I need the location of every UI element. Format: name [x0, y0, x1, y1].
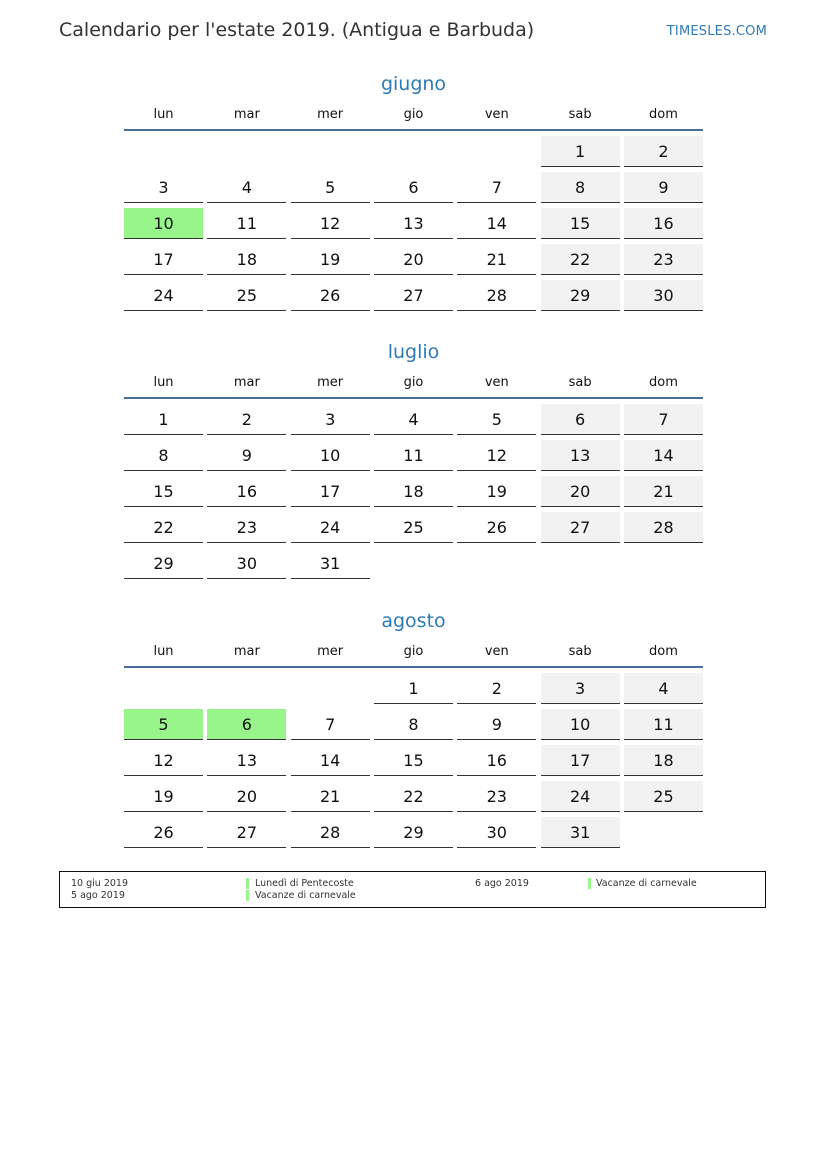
weekday-label: sab: [568, 375, 592, 390]
day-cell: 29: [374, 817, 453, 848]
day-cell: 3: [541, 673, 620, 704]
day-cell: 29: [124, 548, 203, 579]
month-name: luglio: [387, 341, 440, 363]
holiday-day-cell: 5: [124, 709, 203, 740]
day-cell: 12: [124, 745, 203, 776]
day-cell: 1: [541, 136, 620, 167]
weekday-label: lun: [153, 375, 174, 390]
weekday-label: lun: [153, 644, 174, 659]
day-cell: 30: [624, 280, 703, 311]
day-cell: 18: [624, 745, 703, 776]
day-cell: 19: [124, 781, 203, 812]
day-cell: 11: [374, 440, 453, 471]
weekday-label: dom: [649, 644, 678, 659]
month-june: [124, 70, 703, 311]
day-cell: 2: [457, 673, 536, 704]
day-cell: 15: [541, 208, 620, 239]
day-cell: 18: [374, 476, 453, 507]
day-cell: 16: [624, 208, 703, 239]
day-cell: 27: [374, 280, 453, 311]
day-cell: 16: [457, 745, 536, 776]
weekday-label: mer: [317, 375, 344, 390]
day-cell: 8: [374, 709, 453, 740]
weekday-label: sab: [568, 107, 592, 122]
weekday-label: ven: [484, 375, 509, 390]
month-july: [124, 338, 703, 579]
day-cell: 31: [291, 548, 370, 579]
day-cell: 7: [291, 709, 370, 740]
day-cell: 8: [124, 440, 203, 471]
empty-cell: [291, 673, 370, 704]
days-grid: [124, 404, 703, 579]
day-cell: 30: [207, 548, 286, 579]
weekday-label: ven: [484, 644, 509, 659]
day-cell: 13: [541, 440, 620, 471]
day-cell: 14: [624, 440, 703, 471]
weekday-label: lun: [153, 107, 174, 122]
month-august: [124, 607, 703, 848]
day-cell: 25: [624, 781, 703, 812]
header-divider: [124, 666, 703, 668]
empty-cell: [124, 136, 203, 167]
holiday-day-cell: 10: [124, 208, 203, 239]
day-cell: 29: [541, 280, 620, 311]
day-cell: 27: [207, 817, 286, 848]
weekday-label: mer: [317, 107, 344, 122]
day-cell: 18: [207, 244, 286, 275]
day-cell: 3: [291, 404, 370, 435]
day-cell: 13: [374, 208, 453, 239]
day-cell: 12: [457, 440, 536, 471]
day-cell: 4: [624, 673, 703, 704]
day-cell: 20: [541, 476, 620, 507]
legend-holiday-name: Vacanze di carnevale: [596, 878, 697, 889]
weekday-label: mer: [317, 644, 344, 659]
day-cell: 8: [541, 172, 620, 203]
day-cell: 20: [207, 781, 286, 812]
day-cell: 23: [624, 244, 703, 275]
day-cell: 4: [374, 404, 453, 435]
empty-cell: [207, 136, 286, 167]
legend-holiday-name: Lunedì di Pentecoste: [255, 878, 354, 889]
day-cell: 23: [457, 781, 536, 812]
header-divider: [124, 397, 703, 399]
day-cell: 22: [374, 781, 453, 812]
day-cell: 26: [457, 512, 536, 543]
weekday-label: gio: [403, 644, 424, 659]
days-grid: [124, 673, 703, 848]
holiday-marker: [246, 890, 249, 901]
day-cell: 7: [624, 404, 703, 435]
day-cell: 27: [541, 512, 620, 543]
day-cell: 21: [291, 781, 370, 812]
day-cell: 26: [291, 280, 370, 311]
day-cell: 25: [207, 280, 286, 311]
day-cell: 11: [624, 709, 703, 740]
day-cell: 31: [541, 817, 620, 848]
day-cell: 1: [374, 673, 453, 704]
weekday-label: dom: [649, 107, 678, 122]
day-cell: 17: [291, 476, 370, 507]
day-cell: 21: [624, 476, 703, 507]
weekday-label: dom: [649, 375, 678, 390]
day-cell: 5: [291, 172, 370, 203]
day-cell: 9: [624, 172, 703, 203]
weekday-label: mar: [233, 107, 260, 122]
weekday-label: sab: [568, 644, 592, 659]
day-cell: 15: [374, 745, 453, 776]
day-cell: 14: [457, 208, 536, 239]
empty-cell: [457, 136, 536, 167]
days-grid: [124, 136, 703, 311]
page-title: Calendario per l'estate 2019. (Antigua e Barbuda): [59, 19, 535, 41]
empty-cell: [374, 136, 453, 167]
day-cell: 5: [457, 404, 536, 435]
holiday-day-cell: 6: [207, 709, 286, 740]
day-cell: 23: [207, 512, 286, 543]
holiday-legend: [59, 871, 766, 908]
day-cell: 10: [291, 440, 370, 471]
weekday-header: [124, 103, 703, 126]
day-cell: 12: [291, 208, 370, 239]
weekday-label: ven: [484, 107, 509, 122]
day-cell: 25: [374, 512, 453, 543]
day-cell: 20: [374, 244, 453, 275]
day-cell: 28: [457, 280, 536, 311]
day-cell: 6: [374, 172, 453, 203]
weekday-header: [124, 371, 703, 394]
day-cell: 9: [457, 709, 536, 740]
day-cell: 3: [124, 172, 203, 203]
day-cell: 28: [291, 817, 370, 848]
day-cell: 11: [207, 208, 286, 239]
brand-link[interactable]: TIMESLES.COM: [666, 24, 767, 39]
weekday-label: gio: [403, 375, 424, 390]
day-cell: 17: [124, 244, 203, 275]
day-cell: 17: [541, 745, 620, 776]
day-cell: 30: [457, 817, 536, 848]
day-cell: 19: [291, 244, 370, 275]
day-cell: 22: [541, 244, 620, 275]
day-cell: 19: [457, 476, 536, 507]
day-cell: 2: [624, 136, 703, 167]
day-cell: 24: [541, 781, 620, 812]
holiday-marker: [246, 878, 249, 889]
weekday-label: gio: [403, 107, 424, 122]
day-cell: 10: [541, 709, 620, 740]
weekday-label: mar: [233, 644, 260, 659]
weekday-label: mar: [233, 375, 260, 390]
empty-cell: [124, 673, 203, 704]
empty-cell: [207, 673, 286, 704]
day-cell: 7: [457, 172, 536, 203]
holiday-marker: [588, 878, 591, 889]
day-cell: 6: [541, 404, 620, 435]
day-cell: 14: [291, 745, 370, 776]
day-cell: 15: [124, 476, 203, 507]
legend-date: 5 ago 2019: [71, 890, 125, 901]
day-cell: 16: [207, 476, 286, 507]
day-cell: 24: [124, 280, 203, 311]
day-cell: 26: [124, 817, 203, 848]
day-cell: 21: [457, 244, 536, 275]
day-cell: 24: [291, 512, 370, 543]
day-cell: 22: [124, 512, 203, 543]
legend-date: 6 ago 2019: [475, 878, 529, 889]
header-divider: [124, 129, 703, 131]
month-name: giugno: [380, 73, 447, 95]
empty-cell: [291, 136, 370, 167]
month-name: agosto: [381, 610, 446, 632]
day-cell: 13: [207, 745, 286, 776]
day-cell: 4: [207, 172, 286, 203]
day-cell: 9: [207, 440, 286, 471]
day-cell: 1: [124, 404, 203, 435]
legend-date: 10 giu 2019: [71, 878, 128, 889]
legend-holiday-name: Vacanze di carnevale: [255, 890, 356, 901]
weekday-header: [124, 640, 703, 663]
day-cell: 28: [624, 512, 703, 543]
day-cell: 2: [207, 404, 286, 435]
